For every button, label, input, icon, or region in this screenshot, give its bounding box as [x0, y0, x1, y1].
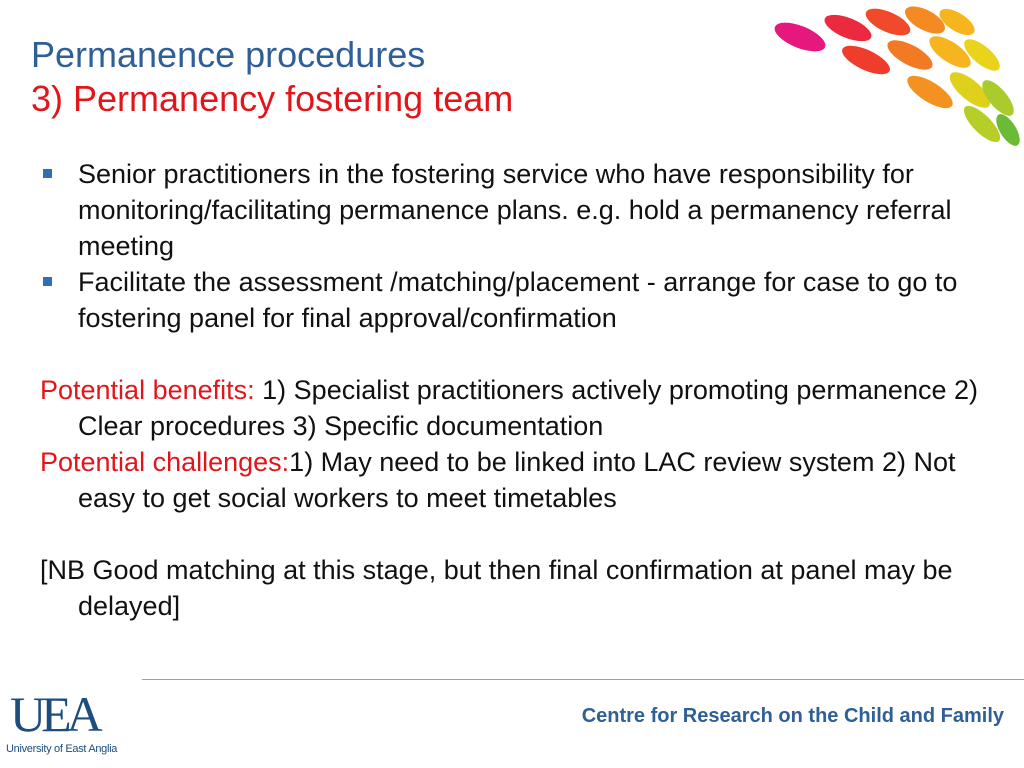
footer-divider	[142, 679, 1024, 680]
benefits-text: 1) Specialist practitioners actively promoting permanence 2) Clear procedures 3) Specific documentation	[78, 375, 978, 441]
uea-logo-caption: University of East Anglia	[6, 743, 118, 755]
bullet-text: Facilitate the assessment /matching/placement - arrange for case to go to fostering panel for final approval/confirmation	[78, 267, 958, 333]
footer-organisation: Centre for Research on the Child and Family	[581, 705, 1004, 727]
bullet-item	[40, 264, 1000, 336]
note-paragraph: [NB Good matching at this stage, but then final confirmation at panel may be delayed]	[40, 555, 953, 621]
benefits-label: Potential benefits:	[40, 375, 255, 405]
spacer	[40, 516, 1000, 552]
square-bullet-icon	[43, 169, 52, 178]
decorative-color-ribbon	[770, 0, 1024, 150]
challenges-label: Potential challenges:	[40, 447, 290, 477]
challenges-text: 1) May need to be linked into LAC review system 2) Not easy to get social workers to meet timetables	[78, 447, 956, 513]
bullet-text: Senior practitioners in the fostering service who have responsibility for monitoring/facilitating permanence plans. e.g. hold a permanency referral meeting	[78, 159, 952, 261]
slide-title-line-1: Permanence procedures	[31, 34, 426, 75]
uea-logo: UEA	[10, 686, 98, 742]
slide-body	[40, 156, 1000, 624]
bullet-item	[40, 156, 1000, 264]
challenges-paragraph	[40, 444, 1000, 516]
benefits-paragraph	[40, 372, 1000, 444]
slide-title-line-2: 3) Permanency fostering team	[31, 78, 514, 119]
color-leaf-ribbon-icon	[771, 1, 1024, 150]
slide-title	[31, 30, 513, 124]
square-bullet-icon	[43, 277, 52, 286]
spacer	[40, 336, 1000, 372]
